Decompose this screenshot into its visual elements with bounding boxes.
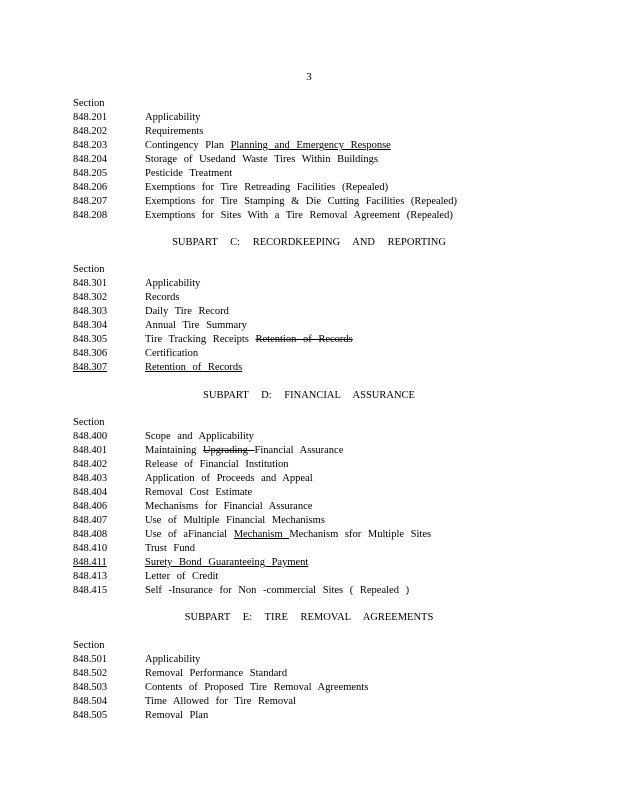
title-text: Tire Tracking Receipts <box>145 334 256 345</box>
title-text: Removal Cost Estimate <box>145 487 253 498</box>
section-number: 848.410 <box>73 543 108 554</box>
section-row <box>73 153 573 167</box>
section-rows <box>73 277 573 375</box>
section-row <box>73 277 573 291</box>
section-number: 848.402 <box>73 459 108 470</box>
subpart-d-heading: SUBPART D: FINANCIAL ASSURANCE <box>203 390 415 401</box>
section-label: Section <box>73 98 105 109</box>
section-number: 848.305 <box>73 334 108 345</box>
section-title <box>145 291 179 305</box>
section-title <box>145 361 242 375</box>
subpart-c-heading: SUBPART C: RECORDKEEPING AND REPORTING <box>172 237 446 248</box>
title-text: Removal Plan <box>145 710 209 721</box>
section-row <box>73 305 573 319</box>
section-number: 848.413 <box>73 571 108 582</box>
section-title <box>145 153 378 167</box>
section-title <box>145 709 208 723</box>
section-rows <box>73 653 573 723</box>
section-row <box>73 347 573 361</box>
section-number: 848.406 <box>73 501 108 512</box>
title-text: Annual Tire Summary <box>145 320 247 331</box>
title-text: Records <box>145 292 180 303</box>
title-text: Requirements <box>145 126 204 137</box>
section-row <box>73 514 573 528</box>
title-text: Use of Multiple Financial Mechanisms <box>145 515 325 526</box>
title-text: Contingency Plan <box>145 140 231 151</box>
section-row <box>73 653 573 667</box>
subpart-c-list <box>73 263 573 375</box>
subpart-d-list <box>73 416 573 598</box>
section-number: 848.204 <box>73 154 108 165</box>
section-title <box>145 667 287 681</box>
section-number: 848.501 <box>73 654 108 665</box>
section-title <box>145 319 247 333</box>
section-title <box>145 305 229 319</box>
section-number: 848.403 <box>73 473 108 484</box>
inserted-text: Retention of Records <box>145 362 243 373</box>
section-number: 848.503 <box>73 682 108 693</box>
page-number: 3 <box>306 71 312 83</box>
section-rows <box>73 111 573 223</box>
section-title <box>145 444 343 458</box>
section-title <box>145 111 200 125</box>
section-title <box>145 542 195 556</box>
section-title <box>145 528 431 542</box>
title-text: Certification <box>145 348 199 359</box>
section-label: Section <box>73 264 105 275</box>
section-label: Section <box>73 417 105 428</box>
section-row <box>73 111 573 125</box>
title-text: Maintaining <box>145 445 203 456</box>
section-title <box>145 347 198 361</box>
section-row <box>73 556 573 570</box>
section-title <box>145 167 232 181</box>
section-title <box>145 653 200 667</box>
section-title <box>145 195 457 209</box>
title-text: Exemptions for Tire Retreading Facilities (Repealed) <box>145 182 389 193</box>
section-row <box>73 333 573 347</box>
title-text: Mechanism sfor Multiple Sites <box>289 529 432 540</box>
section-title <box>145 556 308 570</box>
title-text: Use of aFinancial <box>145 529 234 540</box>
section-number: 848.400 <box>73 431 108 442</box>
section-number: 848.301 <box>73 278 108 289</box>
section-row <box>73 500 573 514</box>
title-text: Time Allowed for Tire Removal <box>145 696 296 707</box>
section-title <box>145 181 388 195</box>
title-text: Release of Financial Institution <box>145 459 289 470</box>
section-title <box>145 430 254 444</box>
section-title <box>145 125 203 139</box>
title-text: Applicability <box>145 654 201 665</box>
section-title <box>145 584 409 598</box>
section-number: 848.201 <box>73 112 108 123</box>
section-row <box>73 486 573 500</box>
title-text: Financial Assurance <box>254 445 344 456</box>
subpart-e-list <box>73 639 573 723</box>
section-number: 848.408 <box>73 529 108 540</box>
title-text: Applicability <box>145 278 201 289</box>
section-number: 848.306 <box>73 348 108 359</box>
section-number: 848.207 <box>73 196 108 207</box>
section-title <box>145 472 313 486</box>
section-row <box>73 528 573 542</box>
section-title <box>145 277 200 291</box>
subpart-e-heading: SUBPART E: TIRE REMOVAL AGREEMENTS <box>184 612 434 623</box>
title-text: Pesticide Treatment <box>145 168 233 179</box>
section-number: 848.411 <box>73 557 107 568</box>
section-row <box>73 570 573 584</box>
section-row <box>73 139 573 153</box>
section-row <box>73 291 573 305</box>
section-number: 848.307 <box>73 362 108 373</box>
title-text: Scope and Applicability <box>145 431 254 442</box>
section-row <box>73 472 573 486</box>
title-text: Applicability <box>145 112 201 123</box>
section-row <box>73 361 573 375</box>
section-row <box>73 542 573 556</box>
section-number: 848.407 <box>73 515 108 526</box>
section-title <box>145 695 296 709</box>
title-text: Mechanisms for Financial Assurance <box>145 501 313 512</box>
deleted-text: Upgrading <box>202 445 255 456</box>
section-row <box>73 430 573 444</box>
section-row <box>73 695 573 709</box>
title-text: Trust Fund <box>145 543 196 554</box>
inserted-text: Mechanism <box>233 529 290 540</box>
section-number: 848.401 <box>73 445 108 456</box>
section-number: 848.208 <box>73 210 108 221</box>
section-row <box>73 125 573 139</box>
section-number: 848.205 <box>73 168 108 179</box>
section-title <box>145 209 453 223</box>
title-text: Contents of Proposed Tire Removal Agreements <box>145 682 369 693</box>
section-number: 848.502 <box>73 668 108 679</box>
section-row <box>73 195 573 209</box>
section-title <box>145 458 289 472</box>
section-row <box>73 458 573 472</box>
section-row <box>73 584 573 598</box>
title-text: Application of Proceeds and Appeal <box>145 473 313 484</box>
section-number: 848.415 <box>73 585 108 596</box>
deleted-text: Retention of Records <box>255 334 353 345</box>
inserted-text: Surety Bond Guaranteeing Payment <box>145 557 309 568</box>
section-label: Section <box>73 640 105 651</box>
section-number: 848.504 <box>73 696 108 707</box>
section-title <box>145 139 391 153</box>
section-row <box>73 444 573 458</box>
section-number: 848.302 <box>73 292 108 303</box>
section-title <box>145 570 218 584</box>
section-number: 848.304 <box>73 320 108 331</box>
title-text: Exemptions for Sites With a Tire Removal Agreement (Repealed) <box>145 210 453 221</box>
section-number: 848.505 <box>73 710 108 721</box>
section-title <box>145 681 368 695</box>
section-row <box>73 209 573 223</box>
title-text: Self -Insurance for Non -commercial Sites ( Repealed ) <box>145 585 410 596</box>
title-text: Exemptions for Tire Stamping & Die Cutting Facilities (Repealed) <box>145 196 457 207</box>
section-title <box>145 486 252 500</box>
section-number: 848.206 <box>73 182 108 193</box>
section-row <box>73 181 573 195</box>
title-text: Daily Tire Record <box>145 306 229 317</box>
title-text: Storage of Usedand Waste Tires Within Buildings <box>145 154 378 165</box>
section-number: 848.303 <box>73 306 108 317</box>
section-rows <box>73 430 573 598</box>
section-row <box>73 681 573 695</box>
section-row <box>73 167 573 181</box>
title-text: Letter of Credit <box>145 571 219 582</box>
title-text: Removal Performance Standard <box>145 668 288 679</box>
inserted-text: Planning and Emergency Response <box>230 140 391 151</box>
section-row <box>73 667 573 681</box>
section-title <box>145 500 312 514</box>
section-number: 848.203 <box>73 140 108 151</box>
section-row <box>73 709 573 723</box>
section-number: 848.404 <box>73 487 108 498</box>
section-title <box>145 333 353 347</box>
section-title <box>145 514 325 528</box>
subpart-b-list <box>73 97 573 223</box>
section-row <box>73 319 573 333</box>
section-number: 848.202 <box>73 126 108 137</box>
